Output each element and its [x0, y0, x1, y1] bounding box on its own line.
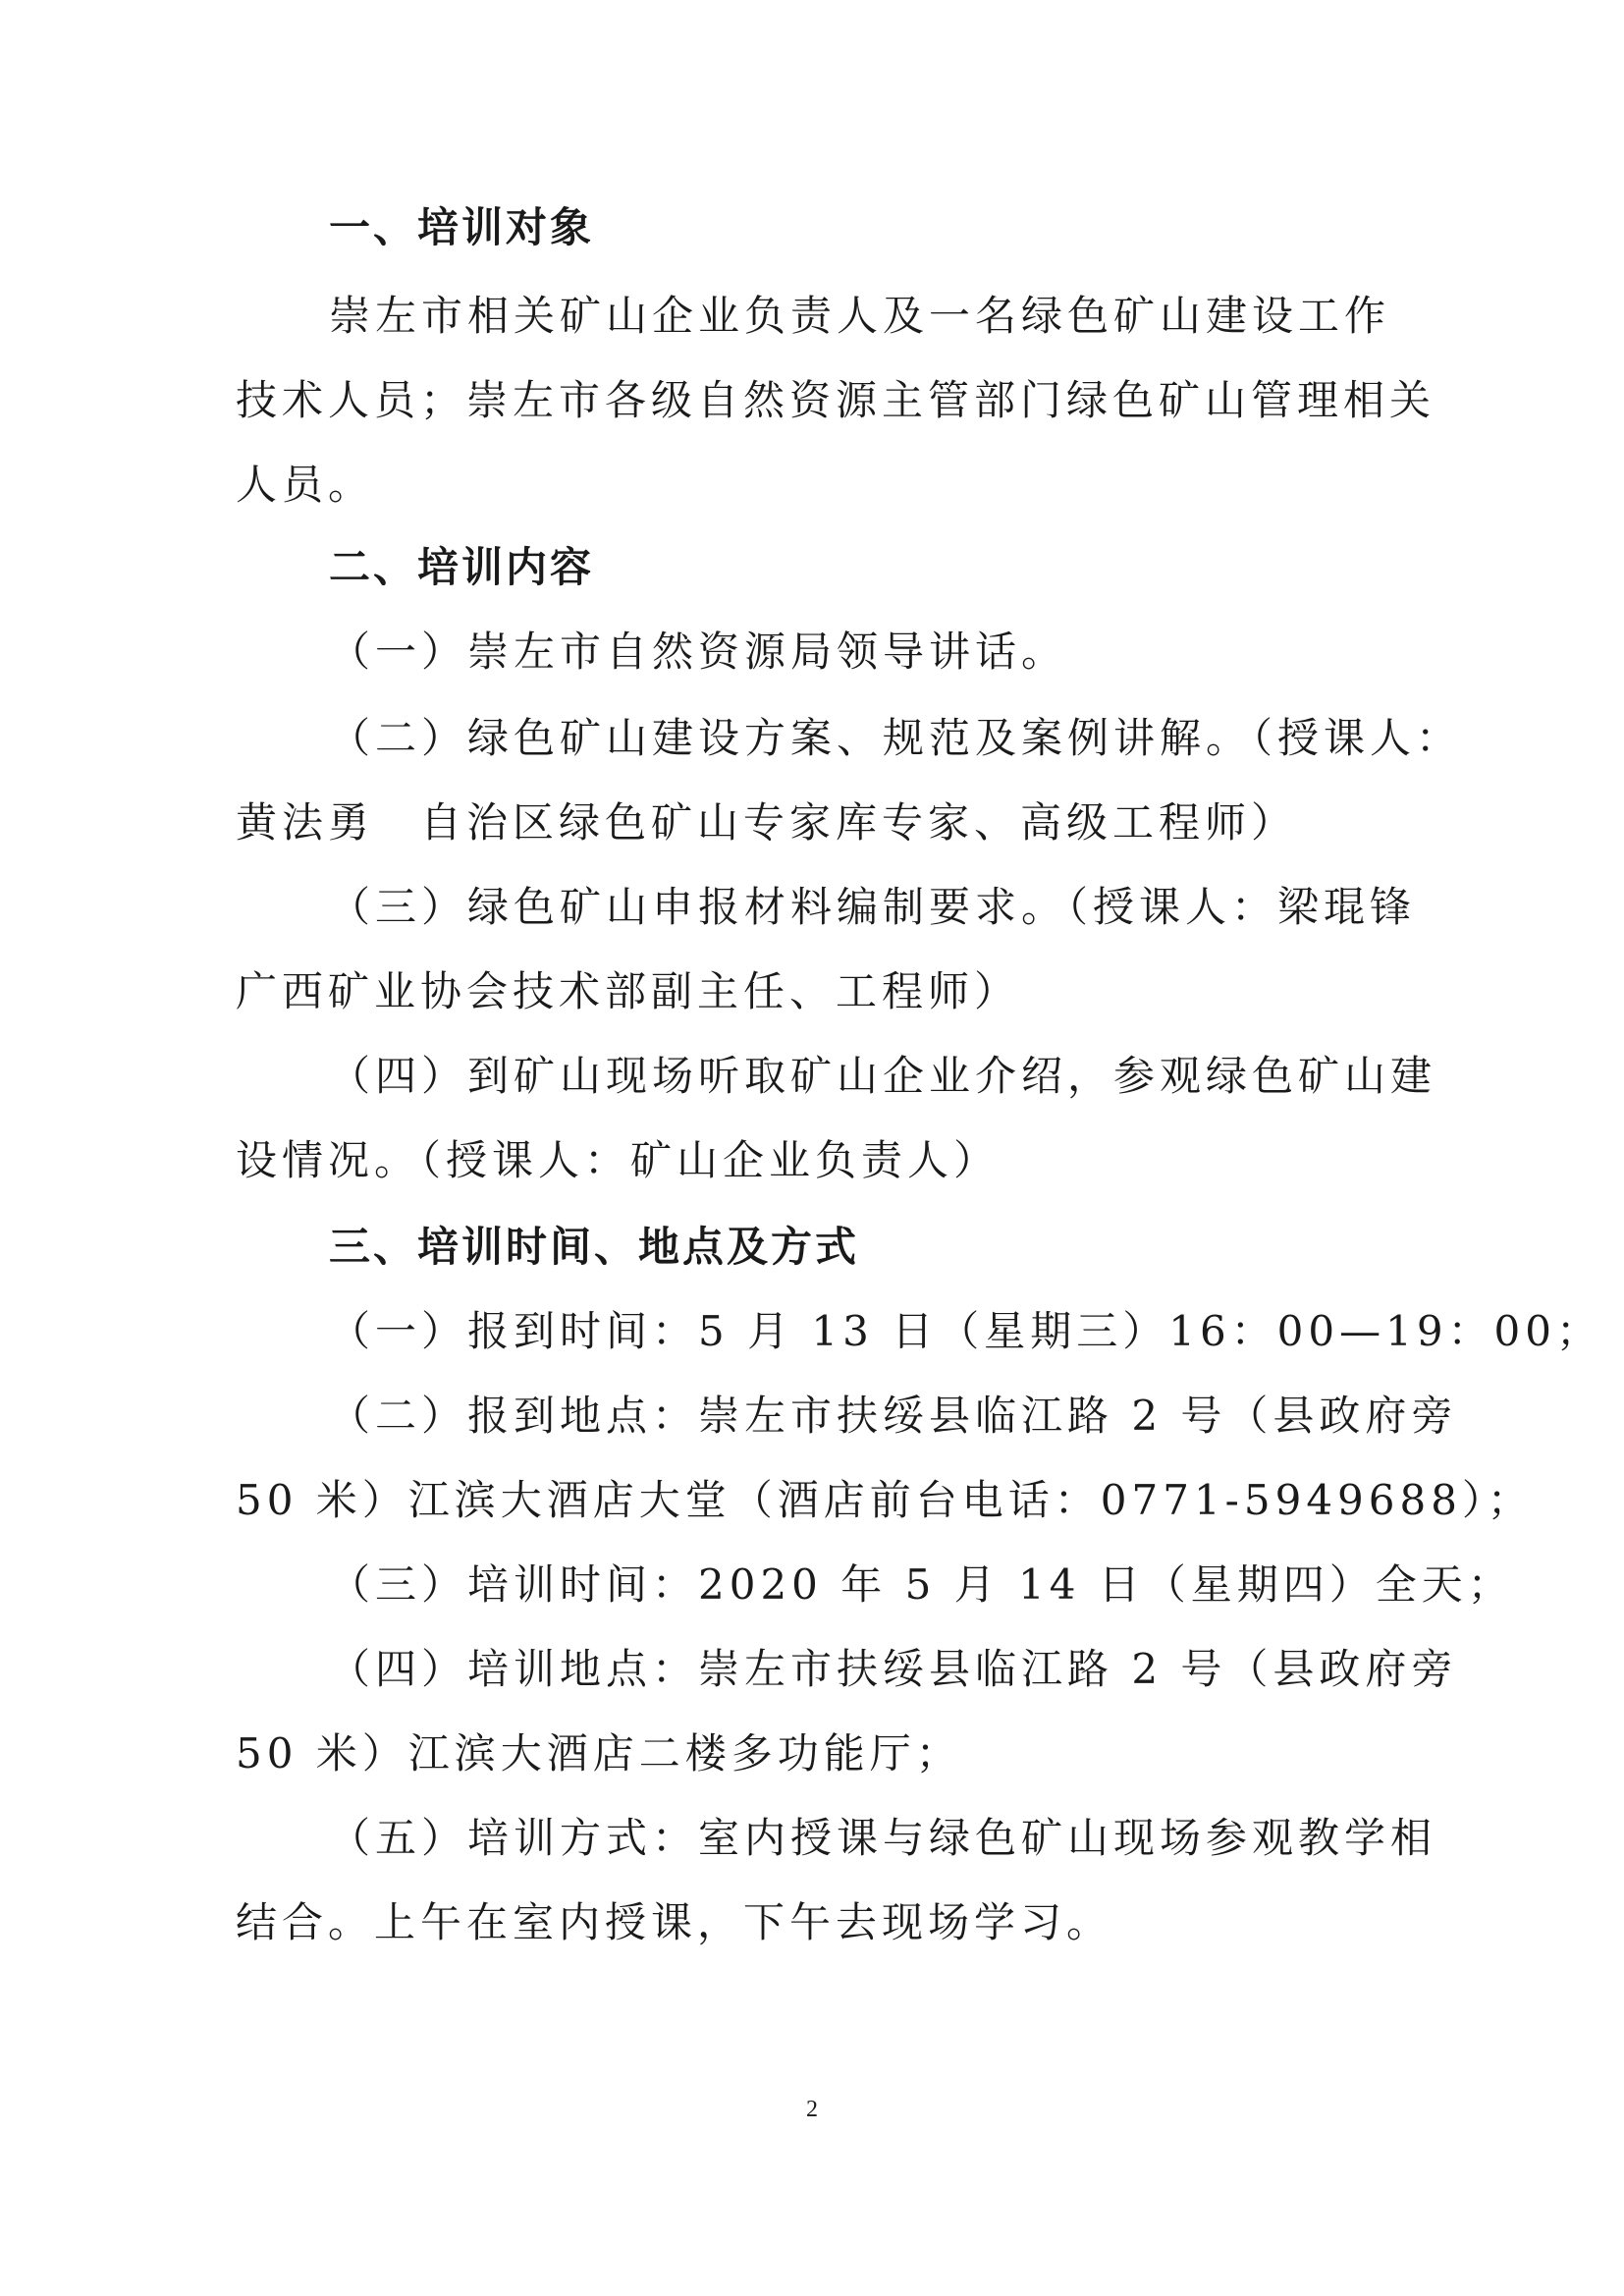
schedule-item-2-line-1: （二）报到地点：崇左市扶绥县临江路 2 号（县政府旁: [329, 1392, 1458, 1440]
schedule-item-2-line-2: 50 米）江滨大酒店大堂（酒店前台电话：0771-5949688）；: [236, 1476, 1534, 1524]
content-item-2-line-2: 黄法勇 自治区绿色矿山专家库专家、高级工程师）: [236, 798, 1298, 847]
content-item-4-line-1: （四）到矿山现场听取矿山企业介绍，参观绿色矿山建: [329, 1052, 1437, 1100]
content-item-3-line-2: 广西矿业协会技术部副主任、工程师）: [236, 967, 1021, 1015]
content-item-2-line-1: （二）绿色矿山建设方案、规范及案例讲解。（授课人：: [329, 714, 1463, 762]
trainees-paragraph-line-2: 技术人员；崇左市各级自然资源主管部门绿色矿山管理相关: [236, 376, 1436, 424]
schedule-item-3: （三）培训时间：2020 年 5 月 14 日（星期四）全天；: [329, 1560, 1514, 1609]
schedule-item-5-line-2: 结合。上午在室内授课，下午去现场学习。: [236, 1898, 1113, 1946]
content-item-1: （一）崇左市自然资源局领导讲话。: [329, 628, 1068, 676]
trainees-paragraph-line-3: 人员。: [236, 461, 375, 509]
section-heading-content: 二、培训内容: [329, 543, 595, 591]
content-item-4-line-2: 设情况。（授课人：矿山企业负责人）: [236, 1136, 1001, 1184]
content-item-3-line-1: （三）绿色矿山申报材料编制要求。（授课人：梁琨锋: [329, 883, 1417, 931]
trainees-paragraph-line-1: 崇左市相关矿山企业负责人及一名绿色矿山建设工作: [329, 292, 1391, 340]
schedule-item-4-line-2: 50 米）江滨大酒店二楼多功能厅；: [236, 1729, 962, 1777]
section-heading-schedule: 三、培训时间、地点及方式: [329, 1223, 860, 1271]
page-number: 2: [806, 2097, 818, 2122]
schedule-item-1: （一）报到时间：5 月 13 日（星期三）16：00—19：00；: [329, 1307, 1602, 1355]
schedule-item-4-line-1: （四）培训地点：崇左市扶绥县临江路 2 号（县政府旁: [329, 1645, 1458, 1693]
section-heading-trainees: 一、培训对象: [329, 203, 595, 251]
schedule-item-5-line-1: （五）培训方式：室内授课与绿色矿山现场参观教学相: [329, 1814, 1437, 1862]
